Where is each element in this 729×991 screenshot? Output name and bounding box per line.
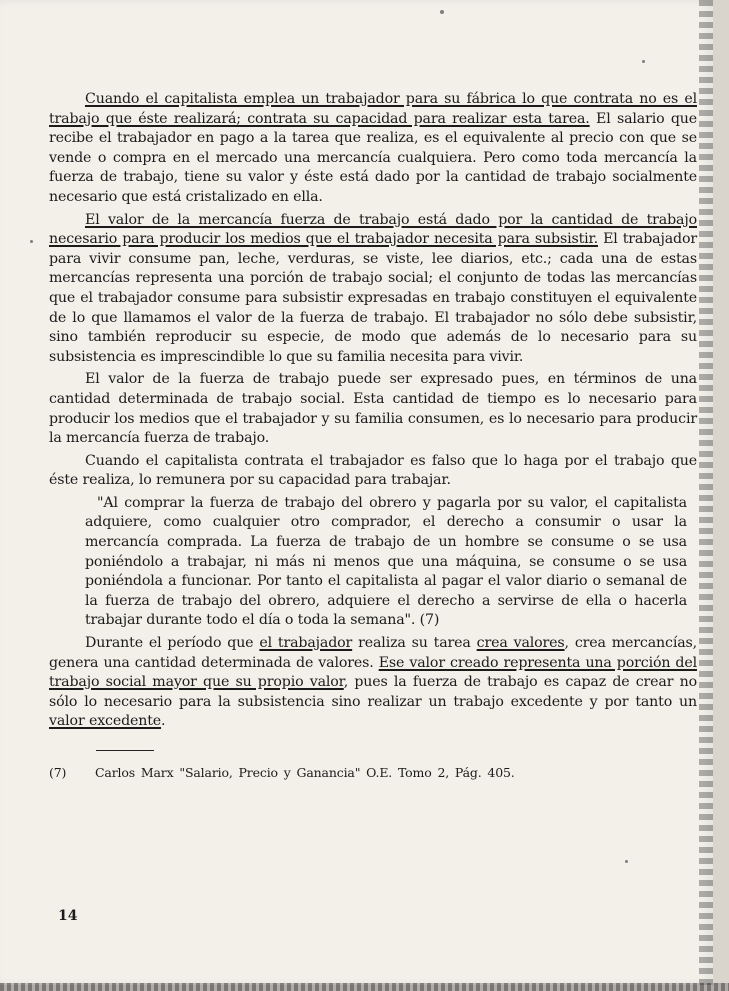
underlined-phrase: crea valores [476,635,565,652]
text-run: Durante el período que [85,635,260,652]
scan-edge [0,983,729,991]
text-run: . [161,713,166,730]
paragraph-2 [49,211,697,368]
footnote-divider [96,750,154,751]
quote-paragraph [85,494,687,631]
text-run: , crea mercancías, genera una cantidad determinada de valores. [49,635,697,671]
text-run: realiza su tarea [352,635,477,652]
underlined-phrase: valor excedente [49,713,162,730]
text-run: El trabajador para vivir consume pan, leche, verduras, se viste, lee diarios, etc.; cada una de estas mercancías representa una porción de trabajo social; el conjunto de todas las mercancías que el trabajador consume para subsistir expresadas en trabajo constituyen el equivalente de lo que llamamos el valor de la fuerza de trabajo. El trabajador no sólo debe subsistir, sino también reproducir su especie, de modo que además de lo necesario para su subsistencia es imprescindible lo que su familia necesita para vivir. [49,231,697,365]
quote-text: "Al comprar la fuerza de trabajo del obrero y pagarla por su valor, el capitalista adquiere, como cualquier otro comprador, el derecho a consumir o usar la mercancía comprada. La fuerza de trabajo de un hombre se consume o se usa poniéndolo a trabajar, ni más ni menos que una máquina, se consume o se usa poniéndola a funcionar. Por tanto el capitalista al pagar el valor diario o semanal de la fuerza de trabajo del obrero, adquiere el derecho a servirse de ella o hacerla trabajar durante todo el día o toda la semana". (7) [85,494,687,629]
text-run: El salario que recibe el trabajador en pago a la tarea que realiza, es el equivalente al precio con que se vende o compra en el mercado una mercancía cualquiera. Pero como toda mercancía la fuerza de trabajo, tiene su valor y éste está dado por la cantidad de trabajo socialmente necesario que está cristalizado en ella. [49,110,697,205]
scan-speck [440,10,444,14]
text-run: Cuando el capitalista contrata el trabajador es falso que lo haga por el trabajo que éste realiza, lo remunera por su capacidad para trabajar. [49,452,697,489]
scan-speck [625,860,628,863]
footnote-marker: (7) [49,765,67,780]
paragraph-4 [49,452,697,491]
underlined-phrase: el trabajador [259,635,353,652]
footnote [49,765,697,781]
scan-speck [642,60,645,63]
text-run: , pues la fuerza de trabajo es capaz de crear no sólo lo necesario para la subsistencia sino realizar un trabajo excedente y por tanto un [49,674,697,710]
text-run: El valor de la fuerza de trabajo puede ser expresado pues, en términos de una cantidad determinada de trabajo social. Esta cantidad de tiempo es lo necesario para producir los medios que el trabajador y su familia consumen, es lo necesario para producir la mercancía fuerza de trabajo. [49,371,697,447]
scan-speck [30,240,33,243]
body-text [49,90,697,784]
underlined-phrase: Ese valor creado representa una porción del trabajo social mayor que su propio valor [49,654,697,691]
underlined-phrase: Cuando el capitalista emplea un trabajador para su fábrica lo que contrata no es el trabajo que éste realizará; contrata su capacidad para realizar esta tarea. [49,91,697,127]
paragraph-3 [49,370,697,448]
page-number: 14 [58,908,78,924]
footnote-text: Carlos Marx "Salario, Precio y Ganancia" O.E. Tomo 2, Pág. 405. [95,765,515,780]
paragraph-6 [49,634,697,732]
underlined-phrase: El valor de la mercancía fuerza de trabajo está dado por la cantidad de trabajo necesario para producir los medios que el trabajador necesita para subsistir. [49,211,697,248]
paragraph-1 [49,90,697,208]
